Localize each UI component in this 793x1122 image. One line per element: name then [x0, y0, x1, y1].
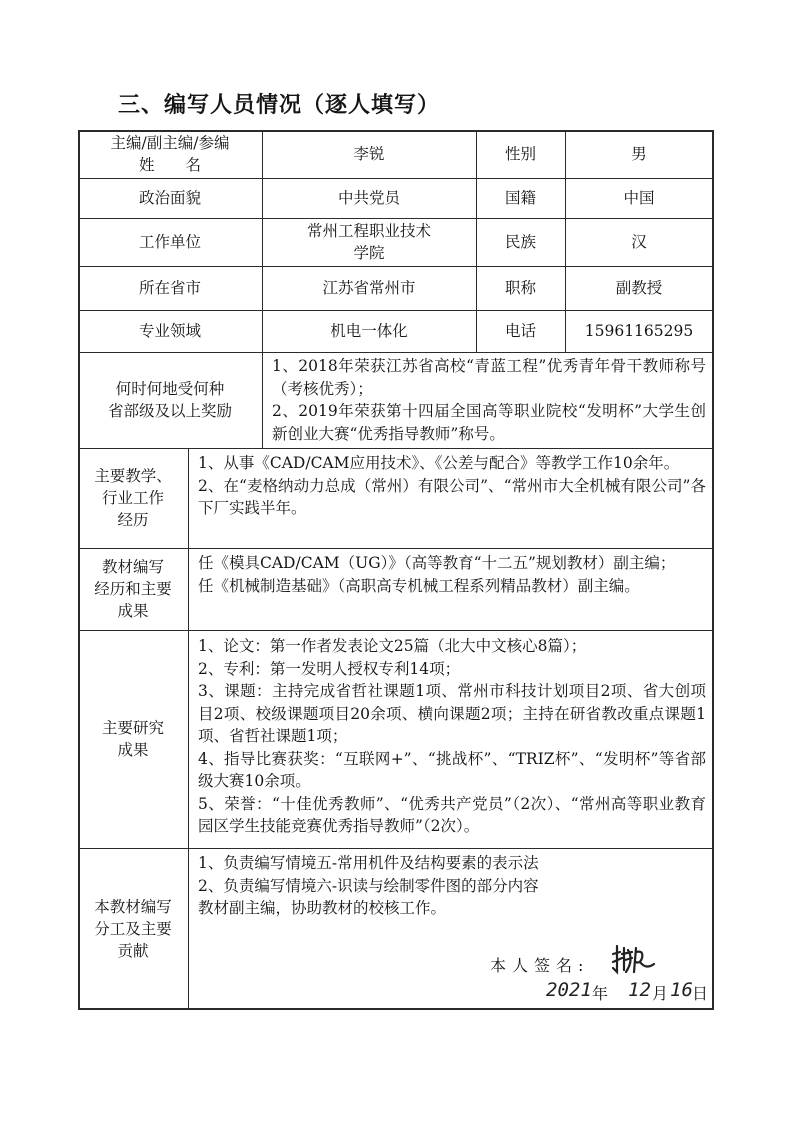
- ethnicity-label: 民族: [504, 233, 536, 251]
- political-label: 政治面貌: [138, 189, 201, 207]
- research-label: 主要研究 成果: [101, 719, 164, 759]
- date-day-unit: 日: [692, 984, 709, 1003]
- list-item: 1、论文：第一作者发表论文25篇（北大中文核心8篇）；: [198, 637, 587, 655]
- employer-label: 工作单位: [138, 233, 201, 251]
- name-value: 李锐: [353, 145, 385, 163]
- list-item: 任《模具CAD/CAM（UG）》（高等教育“十二五”规划教材）副主编；: [198, 554, 676, 572]
- list-item: 2、在“麦格纳动力总成（常州）有限公司”、“常州市大全机械有限公司”各下厂实践半年。: [198, 476, 706, 517]
- phone-label: 电话: [504, 322, 536, 340]
- role-name-label: 主编/副主编/参编 姓 名: [110, 134, 230, 174]
- political-value: 中共党员: [337, 189, 400, 207]
- awards-label: 何时何地受何种 省部级及以上奖励: [107, 380, 232, 420]
- list-item: 3、课题：主持完成省哲社课题1项、常州市科技计划项目2项、省大创项目2项、校级课题项目20余项、横向课题2项；主持在研省教改重点课题1项、省哲社课题1项；: [198, 682, 706, 745]
- experience-label: 主要教学、 行业工作 经历: [94, 467, 172, 529]
- textbooks-label: 教材编写 经历和主要 成果: [94, 558, 172, 620]
- employer-value: 常州工程职业技术 学院: [306, 222, 431, 262]
- list-item: 2、专利：第一发明人授权专利14项；: [198, 659, 461, 678]
- division-content: [190, 852, 712, 920]
- list-item: 2、2019年荣获第十四届全国高等职业院校“发明杯”大学生创新创业大赛“优秀指导教师”称号。: [272, 402, 706, 443]
- date-month: 12: [628, 979, 651, 1001]
- gender-label: 性别: [504, 145, 536, 163]
- research-content: [190, 635, 712, 838]
- division-label: 本教材编写 分工及主要 贡献: [94, 898, 172, 960]
- list-item: 任《机械制造基础》（高职高专机械工程系列精品教材）副主编。: [198, 576, 640, 595]
- awards-content: [264, 355, 712, 445]
- list-item: 教材副主编，协助教材的校核工作。: [198, 899, 447, 917]
- gender-value: 男: [631, 145, 647, 163]
- job-title-value: 副教授: [615, 279, 663, 297]
- list-item: 1、2018年荣获江苏省高校“青蓝工程”优秀青年骨干教师称号（考核优秀）；: [272, 357, 706, 398]
- nationality-value: 中国: [623, 189, 655, 207]
- field-value: 机电一体化: [330, 322, 408, 340]
- nationality-label: 国籍: [504, 189, 536, 207]
- list-item: 1、负责编写情境五-常用机件及结构要素的表示法: [198, 854, 539, 872]
- list-item: 2、负责编写情境六-识读与绘制零件图的部分内容: [198, 876, 539, 895]
- experience-content: [190, 452, 712, 520]
- signature-label: 本人签名:: [490, 956, 590, 975]
- date-year: 2021: [546, 979, 592, 1001]
- job-title-label: 职称: [504, 279, 536, 297]
- list-item: 5、荣誉：“十佳优秀教师”、“优秀共产党员”（2次）、“常州高等职业教育园区学生技能竞赛优秀指导教师”（2次）。: [198, 794, 706, 835]
- list-item: 1、从事《CAD/CAM应用技术》、《公差与配合》等教学工作10余年。: [198, 454, 680, 472]
- textbooks-content: [190, 552, 712, 597]
- personnel-form: [78, 130, 714, 1010]
- location-value: 江苏省常州市: [322, 279, 416, 297]
- handwritten-signature: [610, 942, 656, 978]
- list-item: 4、指导比赛获奖：“互联网+”、“挑战杯”、“TRIZ杯”、“发明杯”等省部级大赛10余项。: [198, 749, 706, 790]
- location-label: 所在省市: [138, 279, 201, 297]
- date-day: 16: [670, 979, 693, 1001]
- phone-value: 15961165295: [584, 322, 694, 340]
- ethnicity-value: 汉: [631, 233, 647, 251]
- date-year-unit: 年: [592, 984, 609, 1003]
- field-label: 专业领域: [138, 322, 201, 340]
- date-month-unit: 月: [652, 984, 669, 1003]
- section-title: 三、编写人员情况（逐人填写）: [118, 92, 441, 118]
